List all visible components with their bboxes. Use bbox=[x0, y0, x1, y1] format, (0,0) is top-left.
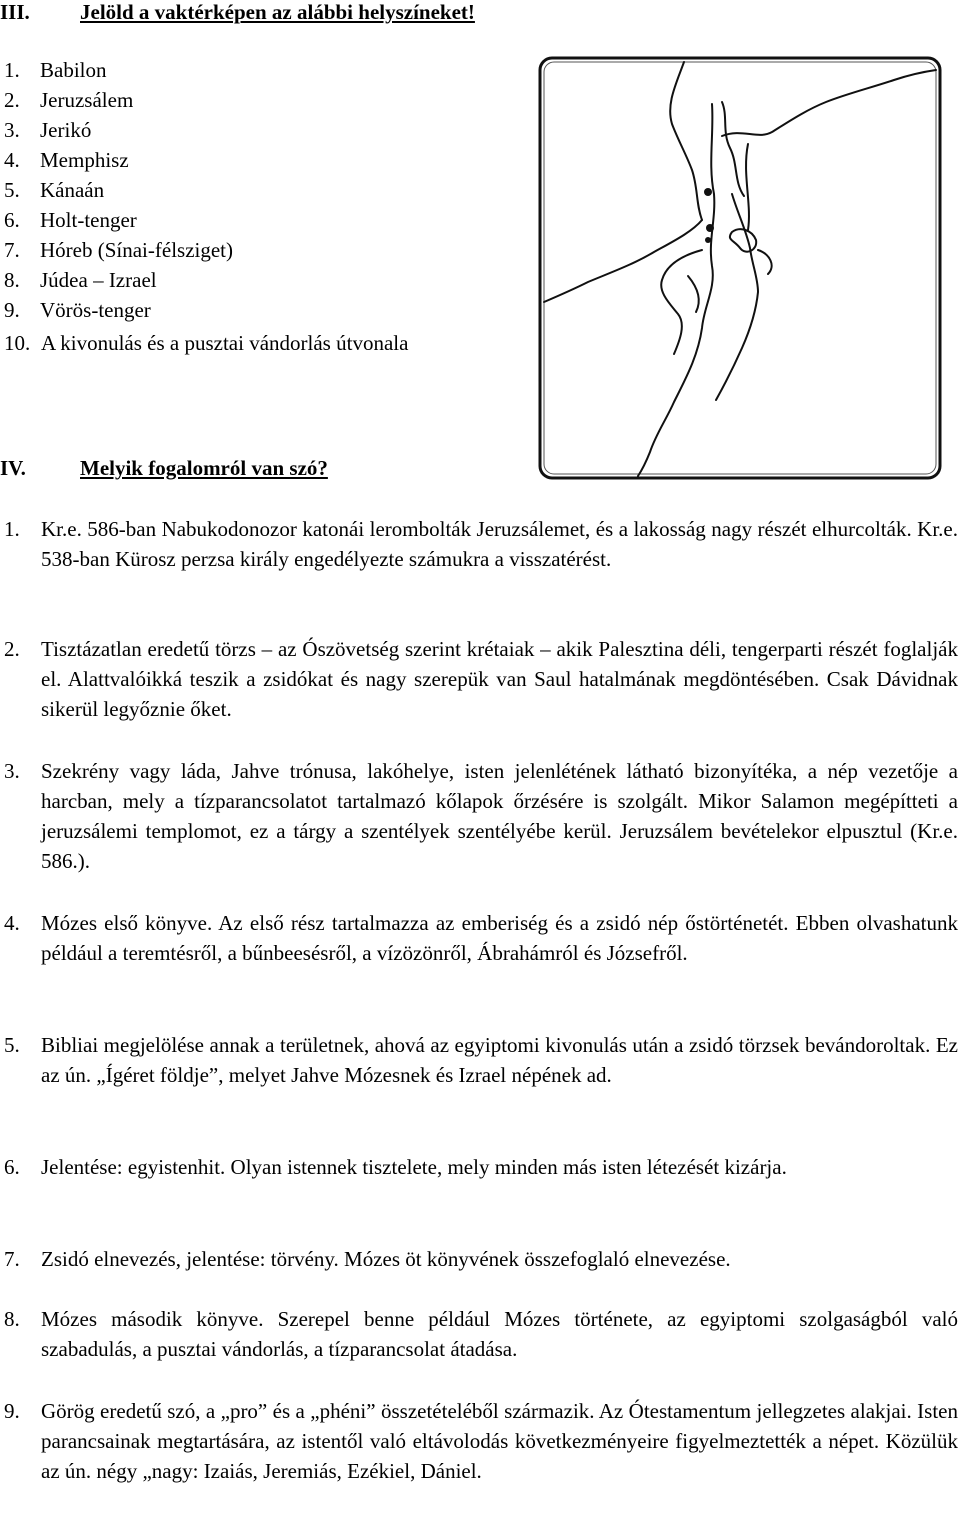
section-4-title: Melyik fogalomról van szó? bbox=[80, 456, 328, 480]
jordan-valley bbox=[746, 144, 749, 230]
location-item: 6. Holt-tenger bbox=[4, 208, 137, 232]
wadi-east bbox=[758, 250, 772, 274]
location-item: 4. Memphisz bbox=[4, 148, 129, 172]
blank-map bbox=[526, 44, 956, 494]
location-item: 3. Jerikó bbox=[4, 118, 92, 142]
question-item: 3. Szekrény vagy láda, Jahve trónusa, lakóhelye, isten jelenlétének látható bizonyítéka, a nép vezetője a harcban, mely a tízparancsolatot tartalmazó kőlapok őrzésére is szolgált. Mikor Salamon megépítteti a jeruzsálemi templomot, ez a tárgy a szentélyek szentélyébe kerül. Jeruzsálem bevételekor elpusztul (Kr.e. 586.). bbox=[4, 759, 958, 873]
location-item: 1. Babilon bbox=[4, 58, 107, 82]
jordan-river bbox=[722, 102, 744, 196]
question-item: 2. Tisztázatlan eredetű törzs – az Ószövetség szerint krétaiak – akik Palesztina déli, tengerparti részét foglalják el. Alattvalóikká teszik a zsidókat és nagy szerepük van Saul hatalmának megdöntésében. Csak Dávidnak sikerül legyőznie őket. bbox=[4, 637, 958, 721]
question-item: 7. Zsidó elnevezés, jelentése: törvény. Mózes öt könyvének összefoglaló elnevezése. bbox=[4, 1247, 731, 1271]
question-item: 4. Mózes első könyve. Az első rész tartalmazza az emberiség és a zsidó nép őstörténetét. Ebben olvashatunk például a teremtésről, a bűnbeesésről, a vízözönről, Ábrahámról és Józsefről. bbox=[4, 911, 958, 965]
location-item: 2. Jeruzsálem bbox=[4, 88, 134, 112]
question-item: 6. Jelentése: egyistenhit. Olyan istennek tisztelete, mely minden más isten létezését kizárja. bbox=[4, 1155, 787, 1179]
map-dot bbox=[706, 224, 714, 232]
location-item: 8. Júdea – Izrael bbox=[4, 268, 157, 292]
map-frame bbox=[540, 58, 940, 478]
section-3-title: Jelöld a vaktérképen az alábbi helyszíneket! bbox=[80, 0, 475, 24]
question-item: 9. Görög eredetű szó, a „pro” és a „phéni” összetételéből származik. Az Ótestamentum jellegzetes alakjai. Isten parancsainak megtartására, az istentől való eltávolodás következményeire figyelmeztették a népet. Közülük az ún. négy „nagy: Izaiás, Jeremiás, Ezékiel, Dániel. bbox=[4, 1399, 958, 1483]
border-line-north bbox=[722, 70, 936, 136]
location-item: 7. Hóreb (Sínai-félsziget) bbox=[4, 238, 234, 262]
sinai-route bbox=[688, 276, 699, 312]
question-item: 1. Kr.e. 586-ban Nabukodonozor katonái lerombolták Jeruzsálemet, és a lakosság nagy részét elhurcolták. Kr.e. 538-ban Kürosz perzsa király engedélyezte számukra a visszatérést. bbox=[4, 517, 958, 571]
location-item: 9. Vörös-tenger bbox=[4, 298, 151, 322]
dead-sea bbox=[730, 229, 756, 252]
map-frame-inner bbox=[544, 62, 936, 474]
section-3-number: III. bbox=[0, 0, 30, 24]
map-outlines bbox=[544, 62, 936, 476]
question-item: 5. Bibliai megjelölése annak a területnek, ahová az egyiptomi kivonulás után a zsidó törzsek bevándoroltak. Ez az ún. „Ígéret földje”, melyet Jahve Mózesnek és Izrael népének ad. bbox=[4, 1033, 958, 1087]
sinai-west-coast bbox=[638, 104, 714, 476]
section-4-number: IV. bbox=[0, 456, 26, 480]
map-dot bbox=[704, 188, 712, 196]
sinai-inland bbox=[661, 250, 702, 354]
map-dot bbox=[705, 237, 711, 243]
coastline-north bbox=[670, 62, 702, 220]
gulf-of-aqaba bbox=[716, 194, 758, 400]
question-item: 8. Mózes második könyve. Szerepel benne például Mózes története, az egyiptomi szolgaságból való szabadulás, a pusztai vándorlás, a tízparancsolat átadása. bbox=[4, 1307, 958, 1361]
location-item: 10. A kivonulás és a pusztai vándorlás útvonala bbox=[4, 331, 409, 355]
location-item: 5. Kánaán bbox=[4, 178, 105, 202]
